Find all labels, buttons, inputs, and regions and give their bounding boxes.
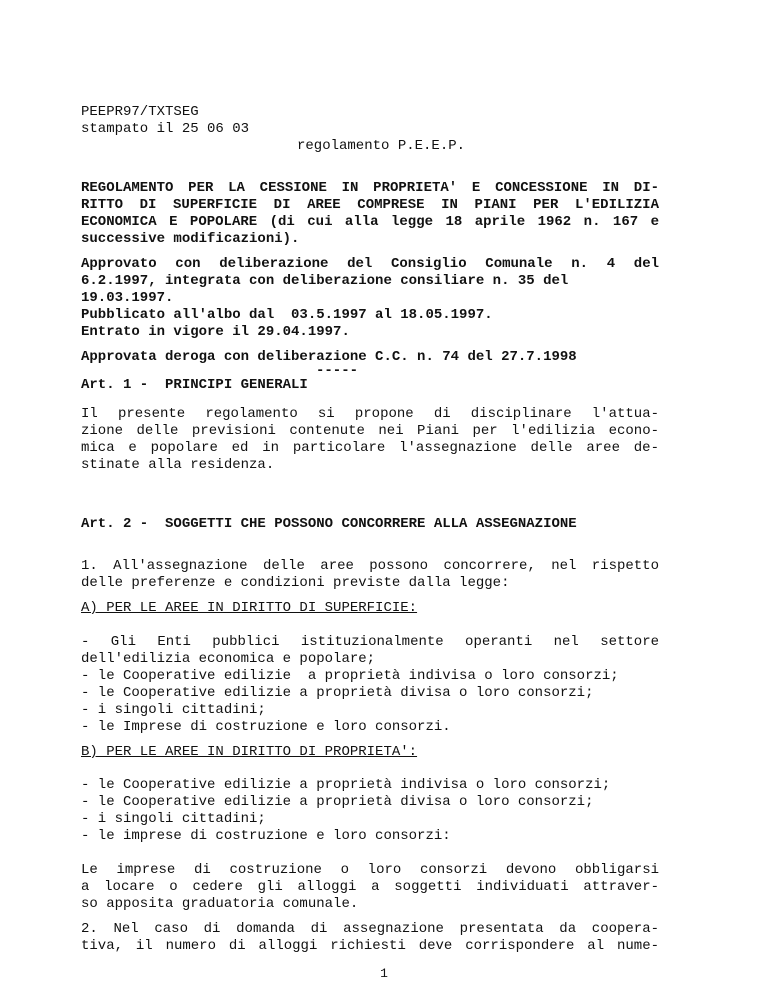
paragraph-line: mica e popolare ed in particolare l'assegnazione delle aree de- [81, 440, 659, 456]
list-item: - le Cooperative edilizie a proprietà indivisa o loro consorzi; [81, 668, 619, 684]
publication-line: Pubblicato all'albo dal 03.5.1997 al 18.05.1997. [81, 307, 493, 323]
title-line: RITTO DI SUPERFICIE DI AREE COMPRESE IN PIANI PER L'EDILIZIA [81, 197, 659, 213]
paragraph-line: Il presente regolamento si propone di disciplinare l'attua- [81, 406, 659, 422]
section-a-heading: A) PER LE AREE IN DIRITTO DI SUPERFICIE: [81, 600, 418, 616]
list-item: - le imprese di costruzione e loro consorzi: [81, 828, 451, 844]
document-code: PEEPR97/TXTSEG [81, 104, 199, 120]
list-item: - i singoli cittadini; [81, 702, 266, 718]
paragraph-line: 1. All'assegnazione delle aree possono concorrere, nel rispetto [81, 558, 659, 574]
list-item: - le Imprese di costruzione e loro consorzi. [81, 719, 451, 735]
title-line: successive modificazioni). [81, 231, 300, 247]
derogation-line: Approvata deroga con deliberazione C.C. n. 74 del 27.7.1998 [81, 349, 577, 365]
page-number: 1 [380, 966, 388, 981]
list-item: - Gli Enti pubblici istituzionalmente operanti nel settore [81, 634, 659, 650]
list-item: - le Cooperative edilizie a proprietà divisa o loro consorzi; [81, 685, 594, 701]
print-date: stampato il 25 06 03 [81, 121, 250, 137]
title-line: REGOLAMENTO PER LA CESSIONE IN PROPRIETA' E CONCESSIONE IN DI- [81, 180, 659, 196]
article-1-heading: Art. 1 - PRINCIPI GENERALI [81, 377, 308, 393]
title-line: ECONOMICA E POPOLARE (di cui alla legge 18 aprile 1962 n. 167 e [81, 214, 659, 230]
paragraph-line: stinate alla residenza. [81, 457, 275, 473]
paragraph-line: tiva, il numero di alloggi richiesti deve corrispondere al nume- [81, 938, 659, 954]
paragraph-line: 2. Nel caso di domanda di assegnazione presentata da coopera- [81, 921, 659, 937]
paragraph-line: delle preferenze e condizioni previste dalla legge: [81, 575, 510, 591]
list-item: - le Cooperative edilizie a proprietà divisa o loro consorzi; [81, 794, 594, 810]
list-item: - i singoli cittadini; [81, 811, 266, 827]
paragraph-line: zione delle previsioni contenute nei Piani per l'edilizia econo- [81, 423, 659, 439]
paragraph-line: a locare o cedere gli alloggi a soggetti individuati attraver- [81, 879, 659, 895]
approval-line: 19.03.1997. [81, 290, 174, 306]
list-item: dell'edilizia economica e popolare; [81, 651, 376, 667]
article-2-heading: Art. 2 - SOGGETTI CHE POSSONO CONCORRERE ALLA ASSEGNAZIONE [81, 516, 577, 532]
effective-line: Entrato in vigore il 29.04.1997. [81, 324, 350, 340]
section-b-heading: B) PER LE AREE IN DIRITTO DI PROPRIETA': [81, 744, 418, 760]
paragraph-line: Le imprese di costruzione o loro consorzi devono obbligarsi [81, 862, 659, 878]
approval-line: Approvato con deliberazione del Consiglio Comunale n. 4 del [81, 256, 659, 272]
approval-line: 6.2.1997, integrata con deliberazione consiliare n. 35 del [81, 273, 569, 289]
document-subject: regolamento P.E.E.P. [297, 138, 466, 154]
separator: ----- [316, 363, 359, 379]
paragraph-line: so apposita graduatoria comunale. [81, 896, 359, 912]
list-item: - le Cooperative edilizie a proprietà indivisa o loro consorzi; [81, 777, 611, 793]
